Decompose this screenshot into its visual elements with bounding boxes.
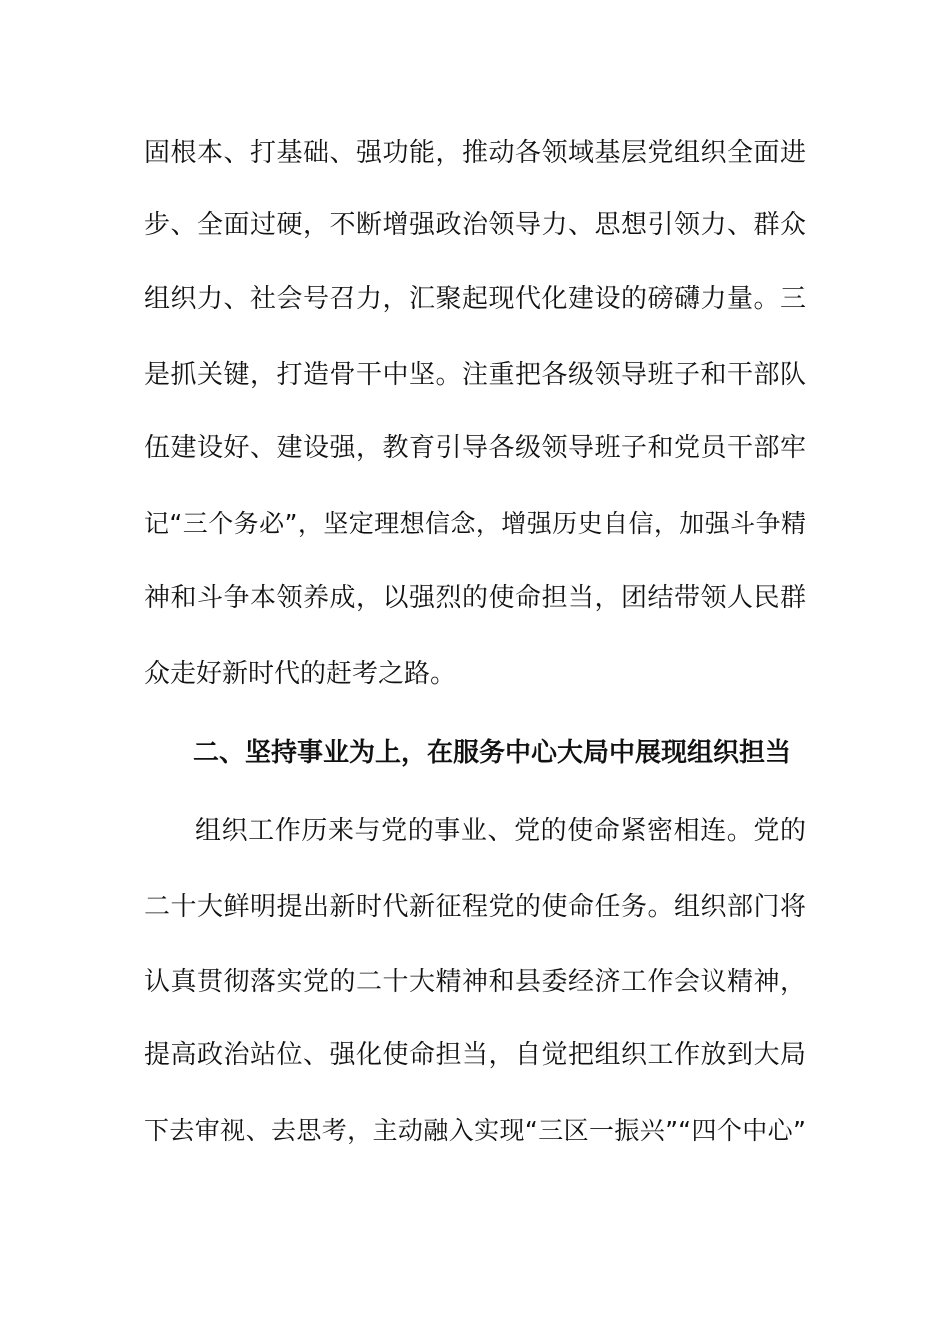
paragraph-2-line-5: 下去审视、去思考，主动融入实现“三区一振兴”“四个中心” (144, 1116, 806, 1145)
paragraph-1-line-3: 组织力、社会号召力，汇聚起现代化建设的磅礴力量。三 (144, 284, 806, 314)
paragraph-1-line-6: 记“三个务必”，坚定理想信念，增强历史自信，加强斗争精 (144, 509, 806, 538)
paragraph-2-line-3: 认真贯彻落实党的二十大精神和县委经济工作会议精神， (144, 967, 806, 997)
paragraph-1-line-8: 众走好新时代的赶考之路。 (144, 659, 457, 689)
paragraph-2-line-1: 组织工作历来与党的事业、党的使命紧密相连。党的 (195, 816, 806, 846)
paragraph-2-line-2: 二十大鲜明提出新时代新征程党的使命任务。组织部门将 (144, 892, 806, 922)
paragraph-1-line-2: 步、全面过硬，不断增强政治领导力、思想引领力、群众 (144, 210, 806, 240)
paragraph-1-line-4: 是抓关键，打造骨干中坚。注重把各级领导班子和干部队 (144, 360, 806, 390)
paragraph-2-line-4: 提高政治站位、强化使命担当，自觉把组织工作放到大局 (144, 1040, 806, 1070)
paragraph-1-line-1: 固根本、打基础、强功能，推动各领域基层党组织全面进 (144, 138, 806, 168)
paragraph-1-line-7: 神和斗争本领养成，以强烈的使命担当，团结带领人民群 (144, 583, 806, 613)
section-heading: 二、坚持事业为上，在服务中心大局中展现组织担当 (193, 738, 792, 768)
paragraph-1-line-5: 伍建设好、建设强，教育引导各级领导班子和党员干部牢 (144, 433, 806, 463)
